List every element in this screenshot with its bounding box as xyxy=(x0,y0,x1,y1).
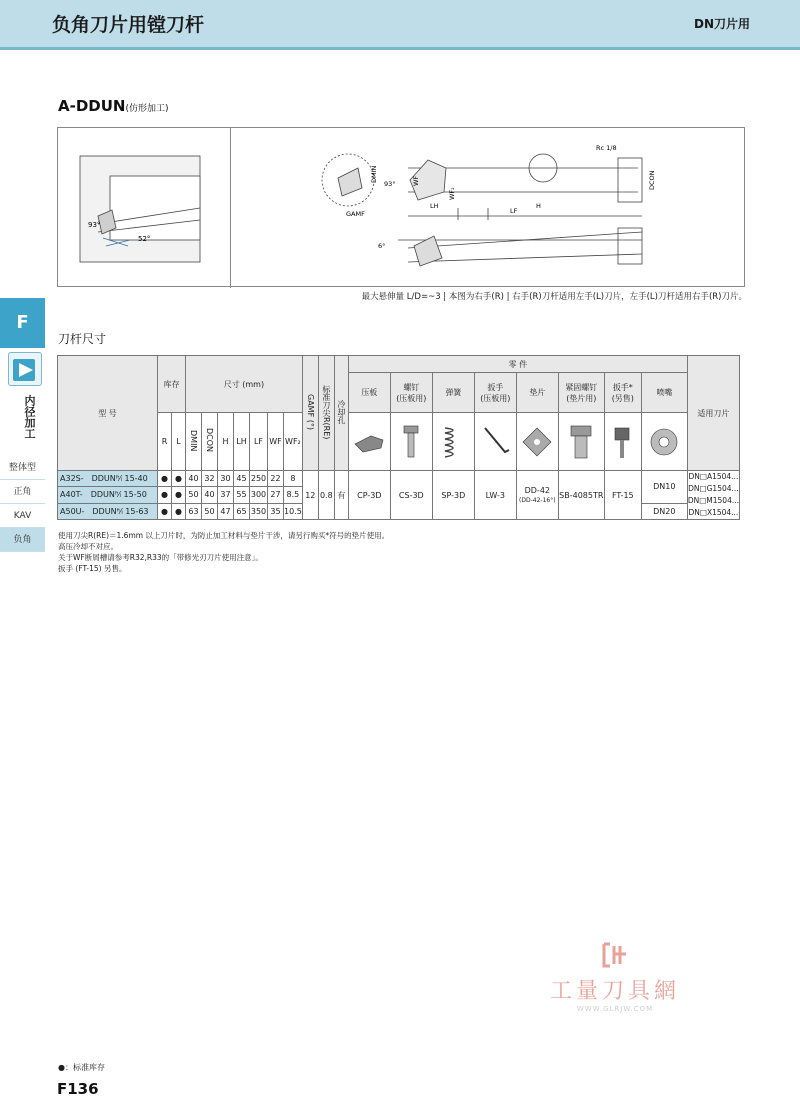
drawing-angle-93b: 93° xyxy=(384,180,396,188)
row-stock-r: ● xyxy=(158,471,172,487)
row-wf: 35 xyxy=(268,503,284,519)
col-lf: LF xyxy=(250,413,268,471)
row-stock-r: ● xyxy=(158,487,172,503)
drawing-lh: LH xyxy=(430,202,439,210)
row-lf: 300 xyxy=(250,487,268,503)
row-wf2: 10.5 xyxy=(284,503,303,519)
page-title: 负角刀片用镗刀杆 xyxy=(52,14,205,36)
row-h: 30 xyxy=(218,471,234,487)
cell-wrench: LW-3 xyxy=(474,471,516,520)
watermark xyxy=(530,940,700,1013)
row-wf: 22 xyxy=(268,471,284,487)
page-number: F136 xyxy=(57,1080,99,1098)
footnote: 扳手 (FT-15) 另售。 xyxy=(58,564,127,573)
technical-drawing xyxy=(57,127,745,287)
row-lh: 55 xyxy=(234,487,250,503)
row-h: 47 xyxy=(218,503,234,519)
col-lh: LH xyxy=(234,413,250,471)
drawing-note: 最大悬伸量 L/D=~3 | 本图为右手(R) | 右手(R)刀杆适用左手(L)刀片，左手(L)刀杆适用右手(R)刀片。 xyxy=(361,292,747,302)
page-category: DN刀片用 xyxy=(693,17,750,31)
footnote: 高压冷却不对应。 xyxy=(58,542,118,551)
row-stock-r: ● xyxy=(158,503,172,519)
shim-screw-image xyxy=(558,413,604,471)
part-shim-screw: 紧固螺钉 (垫片用) xyxy=(558,373,604,413)
row-lf: 250 xyxy=(250,471,268,487)
col-coolant: 冷却孔 xyxy=(334,356,348,471)
row-dmin: 50 xyxy=(186,487,202,503)
row-dmin: 63 xyxy=(186,503,202,519)
cell-nozzle-2: DN20 xyxy=(641,503,687,519)
side-item-kav[interactable]: KAV xyxy=(0,504,45,528)
product-subtitle: (仿形加工) xyxy=(125,104,169,114)
spring-image xyxy=(432,413,474,471)
row-lh: 45 xyxy=(234,471,250,487)
drawing-wf: WF xyxy=(412,175,420,186)
footnotes xyxy=(58,530,389,574)
cell-nozzle-1: DN10 xyxy=(641,471,687,504)
table-title: 刀杆尺寸 xyxy=(58,332,107,346)
row-model: A40T- DDUNᴿ⁄ₗ 15-50 xyxy=(58,487,158,503)
col-dmin: DMIN xyxy=(186,413,202,471)
spec-table xyxy=(57,355,740,520)
row-dmin: 40 xyxy=(186,471,202,487)
boring-icon xyxy=(8,352,42,386)
drawing-dmin: DMIN xyxy=(370,165,378,183)
side-item-positive[interactable]: 正角 xyxy=(0,480,45,504)
cell-re: 0.8 xyxy=(318,471,334,520)
row-wf2: 8.5 xyxy=(284,487,303,503)
row-stock-l: ● xyxy=(172,487,186,503)
col-dims: 尺寸 (mm) xyxy=(186,356,303,413)
col-stock: 库存 xyxy=(158,356,186,413)
col-dcon: DCON xyxy=(202,413,218,471)
footnote: 使用刀尖R(RE)＝1.6mm 以上刀片时，为防止加工材料与垫片干涉，请另行购买*符号的垫片使用。 xyxy=(58,531,390,540)
part-shim: 垫片 xyxy=(516,373,558,413)
row-model: A32S- DDUNᴿ⁄ₗ 15-40 xyxy=(58,471,158,487)
drawing-rc: Rc 1/8 xyxy=(596,144,617,152)
clamp-image xyxy=(348,413,390,471)
row-dcon: 50 xyxy=(202,503,218,519)
cell-screw: CS-3D xyxy=(390,471,432,520)
part-spring: 弹簧 xyxy=(432,373,474,413)
product-code: A-DDUN xyxy=(58,97,126,115)
part-clamp: 压板 xyxy=(348,373,390,413)
watermark-text: 工量刀具網 xyxy=(549,979,680,1004)
col-h: H xyxy=(218,413,234,471)
product-title xyxy=(58,97,169,115)
col-r: R xyxy=(158,413,172,471)
part-wrench: 扳手 (压板用) xyxy=(474,373,516,413)
cell-gamf: 12 xyxy=(302,471,318,520)
wrench-image xyxy=(474,413,516,471)
watermark-url: WWW.GLRJW.COM xyxy=(576,1005,654,1013)
part-nozzle: 喷嘴 xyxy=(641,373,687,413)
cell-shim: DD-42 (DD-42-16°) xyxy=(516,471,558,520)
cell-clamp: CP-3D xyxy=(348,471,390,520)
col-wf: WF xyxy=(268,413,284,471)
side-item-negative[interactable]: 负角 xyxy=(0,528,45,552)
drawing-h: H xyxy=(536,202,541,210)
chapter-tab[interactable]: F xyxy=(0,298,45,348)
stock-legend: ●：标准库存 xyxy=(58,1063,105,1072)
col-wf2: WF₂ xyxy=(284,413,303,471)
row-dcon: 40 xyxy=(202,487,218,503)
page-header xyxy=(0,0,800,50)
section-label: 内径加工 xyxy=(23,395,36,439)
side-item-solid[interactable]: 整体型 xyxy=(0,456,45,480)
cell-shim-screw: SB-4085TR xyxy=(558,471,604,520)
drawing-lf: LF xyxy=(510,207,518,215)
cell-spring: SP-3D xyxy=(432,471,474,520)
col-model: 型 号 xyxy=(58,356,158,471)
drawing-svg xyxy=(58,128,746,288)
drawing-gamf: GAMF xyxy=(346,210,365,218)
drawing-dcon: DCON xyxy=(648,170,656,190)
drawing-angle-6: 6° xyxy=(378,242,386,250)
col-insert: 适用刀片 xyxy=(687,356,739,471)
wrench2-image xyxy=(604,413,641,471)
drawing-wf2: WF₂ xyxy=(448,187,456,200)
col-re: 标准刀尖R(RE) xyxy=(318,356,334,471)
drawing-angle-93: 93° xyxy=(88,221,101,229)
row-stock-l: ● xyxy=(172,471,186,487)
drawing-angle-52: 52° xyxy=(138,235,151,243)
row-wf2: 8 xyxy=(284,471,303,487)
cell-inserts: DN□A1504... DN□G1504... DN□M1504... DN□X1504... xyxy=(687,471,739,520)
cell-wrench2: FT-15 xyxy=(604,471,641,520)
col-gamf: GAMF (°) xyxy=(302,356,318,471)
col-l: L xyxy=(172,413,186,471)
part-screw: 螺钉 (压板用) xyxy=(390,373,432,413)
row-stock-l: ● xyxy=(172,503,186,519)
row-dcon: 32 xyxy=(202,471,218,487)
row-h: 37 xyxy=(218,487,234,503)
col-parts: 零 件 xyxy=(348,356,687,373)
nozzle-image xyxy=(641,413,687,471)
side-nav xyxy=(0,456,45,552)
row-model: A50U- DDUNᴿ⁄ₗ 15-63 xyxy=(58,503,158,519)
shim-image xyxy=(516,413,558,471)
cell-coolant: 有 xyxy=(334,471,348,520)
part-wrench2: 扳手* (另售) xyxy=(604,373,641,413)
footnote: 关于WF断屑槽请参考R32,R33的「带修光刃刀片使用注意」。 xyxy=(58,553,263,562)
row-lh: 65 xyxy=(234,503,250,519)
screw-image xyxy=(390,413,432,471)
table-row xyxy=(58,471,740,487)
row-wf: 27 xyxy=(268,487,284,503)
row-lf: 350 xyxy=(250,503,268,519)
watermark-logo-icon xyxy=(600,940,630,970)
